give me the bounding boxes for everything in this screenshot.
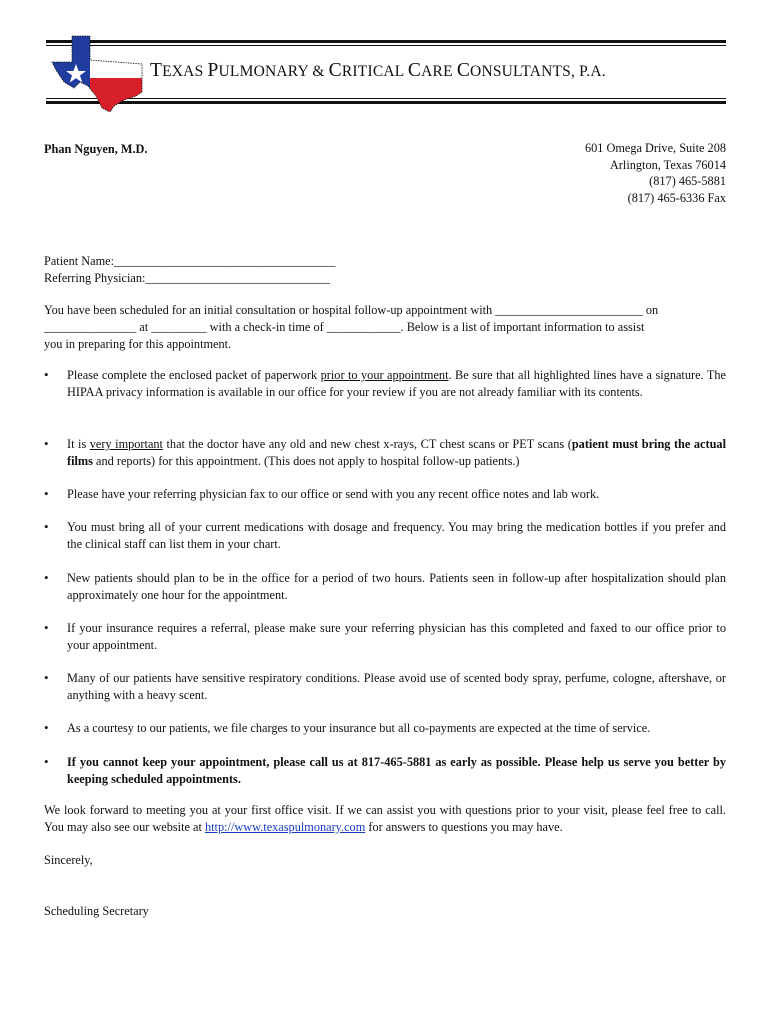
list-item: • Many of our patients have sensitive respiratory conditions. Please avoid use of scented body spray, perfume, cologne, aftershave, or anything with a heavy scent. xyxy=(44,670,726,702)
closing-paragraph: We look forward to meeting you at your first office visit. If we can assist you with questions prior to your visit, please feel free to call. You may also see our website at http://www.texaspulmonary.com for answers to questions you may have. xyxy=(44,803,726,834)
patient-name-field[interactable]: Patient Name:____________________________________ xyxy=(44,254,336,268)
sincerely-text: Sincerely, xyxy=(44,853,93,867)
firm-name: TEXAS PULMONARY & CRITICAL CARE CONSULTANTS, P.A. xyxy=(150,60,606,81)
address-line-2: Arlington, Texas 76014 xyxy=(609,157,726,172)
list-item: • New patients should plan to be in the office for a period of two hours. Patients seen in follow-up after hospitalization should plan approximately one hour for the appointment. xyxy=(44,570,726,602)
header-top-rules xyxy=(46,40,726,50)
intro-line-1: You have been scheduled for an initial consultation or hospital follow-up appointment with ________________________ on xyxy=(44,303,659,317)
list-item: • As a courtesy to our patients, we file charges to your insurance but all co-payments are expected at the time of service. xyxy=(44,720,651,735)
bullet-icon: • xyxy=(44,367,49,382)
list-item: • Please have your referring physician fax to our office or send with you any recent office notes and lab work. xyxy=(44,486,600,501)
signature-text: Scheduling Secretary xyxy=(44,904,149,918)
bullet-icon: • xyxy=(44,620,49,635)
website-link[interactable]: http://www.texaspulmonary.com xyxy=(204,819,366,834)
bullet-icon: • xyxy=(44,519,49,534)
intro-line-2: _______________ at _________ with a check-in time of ____________. Below is a list of important information to assist xyxy=(44,319,645,334)
header-bottom-rules xyxy=(46,98,726,108)
phone-number: (817) 465-5881 xyxy=(649,174,726,189)
list-item: • You must bring all of your current medications with dosage and frequency. You may bring the medication bottles if you prefer and the clinical staff can list them in your chart. xyxy=(44,519,726,551)
list-item: • If your insurance requires a referral, please make sure your referring physician has this completed and faxed to our office prior to your appointment. xyxy=(44,620,726,652)
list-item: • If you cannot keep your appointment, please call us at 817-465-5881 as early as possible. Please help us serve you better by keeping scheduled appointments. xyxy=(44,754,726,786)
bullet-icon: • xyxy=(44,720,49,735)
bullet-icon: • xyxy=(44,754,49,769)
doctor-name: Phan Nguyen, M.D. xyxy=(44,142,148,156)
bullet-icon: • xyxy=(44,486,49,501)
texas-flag-map-icon xyxy=(50,34,146,112)
office-address xyxy=(585,140,726,206)
list-item: • It is very important that the doctor have any old and new chest x-rays, CT chest scans or PET scans (patient must bring the actual films and reports) for this appointment. (This does not apply to hospital follow-up patients.) xyxy=(44,436,726,468)
bullet-icon: • xyxy=(44,436,49,451)
bullet-icon: • xyxy=(44,570,49,585)
list-item: • Please complete the enclosed packet of paperwork prior to your appointment. Be sure that all highlighted lines have a signature. The HIPAA privacy information is available in our office for your review if you are not already familiar with its contents. xyxy=(44,367,726,399)
intro-paragraph xyxy=(44,302,726,352)
bullet-icon: • xyxy=(44,670,49,685)
intro-line-3: you in preparing for this appointment. xyxy=(44,336,232,351)
referring-physician-field[interactable]: Referring Physician:______________________________ xyxy=(44,270,330,285)
address-line-1: 601 Omega Drive, Suite 208 xyxy=(584,141,726,155)
fax-number: (817) 465-6336 Fax xyxy=(627,190,726,205)
patient-fields xyxy=(44,253,335,286)
